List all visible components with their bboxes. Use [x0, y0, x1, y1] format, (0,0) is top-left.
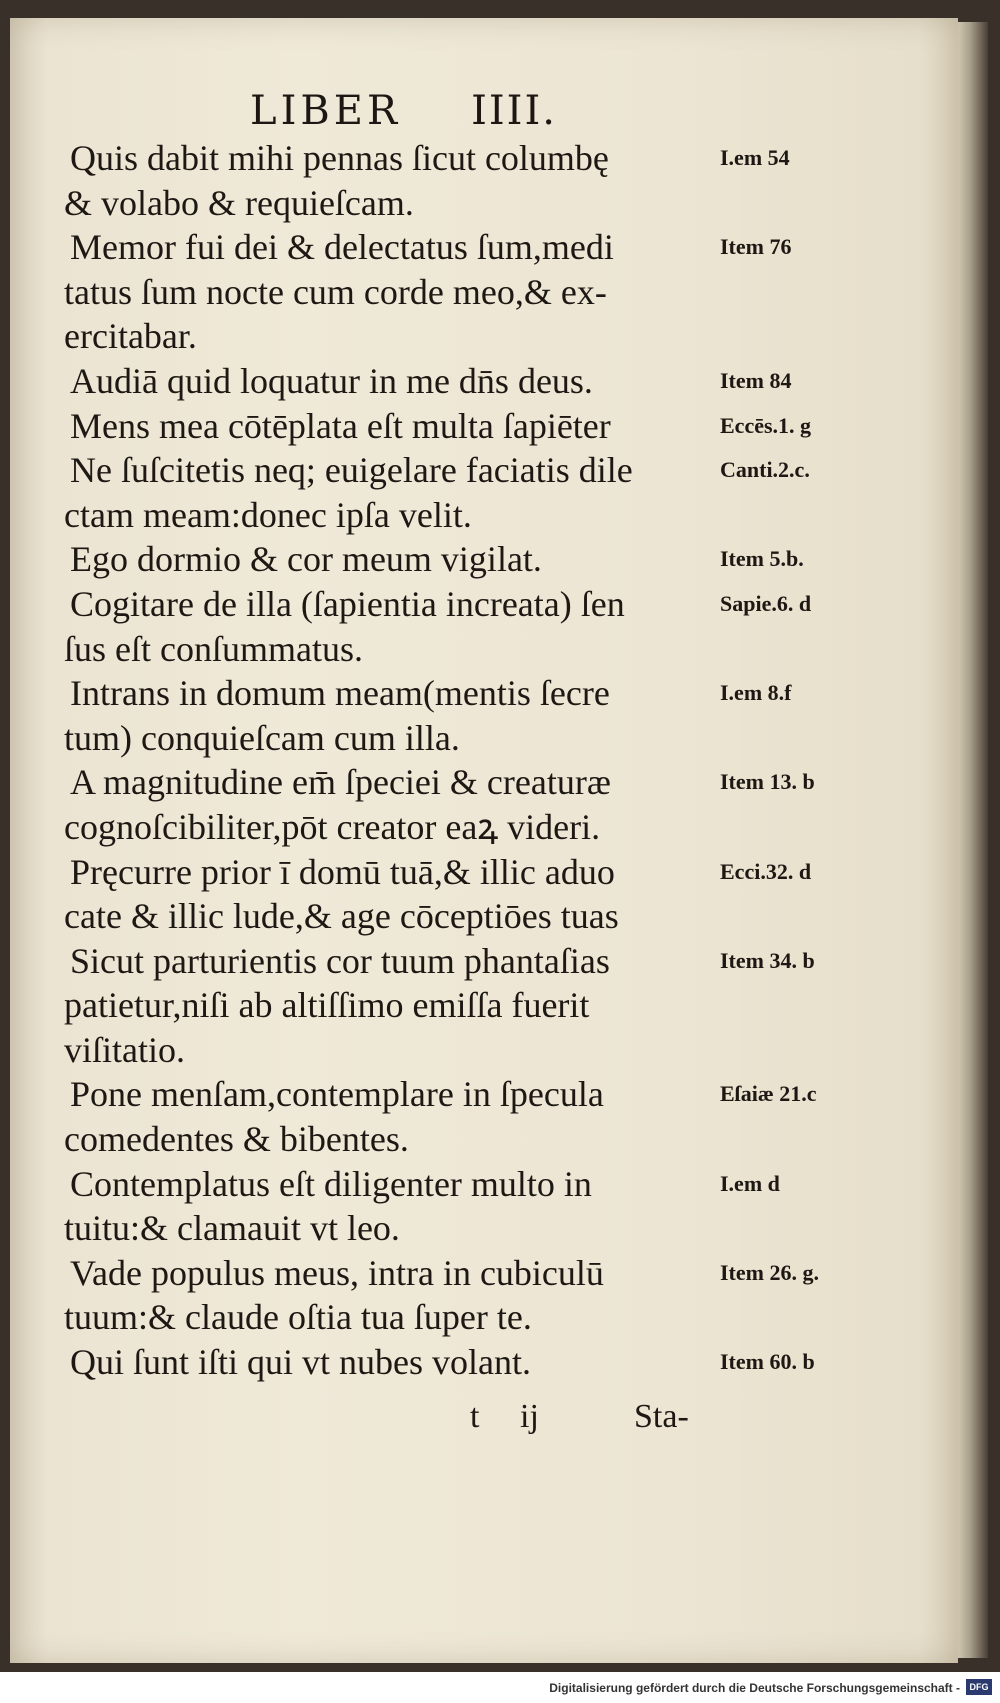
text-line: tatus ſum nocte cum corde meo,& ex- [64, 271, 607, 312]
text-line: A magnitudine em̄ ſpeciei & creaturæ Item 13. b [60, 760, 720, 805]
text-line: tuitu:& clamauit vt leo. [64, 1208, 400, 1249]
header-title: LIBER [250, 88, 402, 134]
text-line: & volabo & requieſcam. [64, 182, 414, 223]
dfg-logo-icon: DFG [966, 1679, 992, 1695]
text-line: Pręcurre prior ī domū tuā,& illic aduo Ecci.32. d [60, 850, 720, 895]
header-number: IIII. [471, 88, 557, 134]
marginal-reference: Item 26. g. [720, 1259, 819, 1285]
marginal-reference: Item 13. b [720, 769, 815, 795]
text-line: ercitabar. [64, 316, 197, 357]
text-line: cognoſcibiliter,pōt creator eaꝝ videri. [64, 806, 601, 847]
signature-letter: t [470, 1398, 480, 1435]
text-line: comedentes & bibentes. [64, 1119, 409, 1160]
text-line: viſitatio. [64, 1029, 185, 1070]
text-line: Vade populus meus, intra in cubiculū Item 26. g. [60, 1251, 720, 1296]
text-line: tuum:& claude oſtia tua ſuper te. [64, 1297, 532, 1338]
marginal-reference: Sapie.6. d [720, 590, 812, 616]
marginal-reference: I.em 8.f [720, 680, 792, 706]
text-line: ctam meam:donec ipſa velit. [64, 494, 472, 535]
text-line: Audiā quid loquatur in me dn̄s deus. Item 84 [60, 359, 720, 404]
body-text [60, 136, 819, 1385]
running-header [250, 88, 557, 134]
marginal-reference: I.em d [720, 1170, 780, 1196]
marginal-reference: Item 76 [720, 234, 792, 260]
text-line: ſus eſt conſummatus. [64, 628, 363, 669]
text-line: Qui ſunt iſti qui vt nubes volant. Item 60. b [60, 1340, 720, 1385]
marginal-reference: Item 84 [720, 367, 792, 393]
marginal-reference: I.em 54 [720, 145, 790, 170]
page-edge [958, 22, 988, 1658]
text-line: Quis dabit mihi pennas ſicut columbę I.em 54 [60, 136, 720, 181]
text-line: Sicut parturientis cor tuum phantaſias Item 34. b [60, 939, 720, 984]
text-line: Ego dormio & cor meum vigilat. Item 5.b. [60, 537, 720, 582]
signature-number: ij [520, 1398, 539, 1435]
text-line: Contemplatus eſt diligenter multo in I.em d [60, 1162, 720, 1207]
text-line: Cogitare de illa (ſapientia increata) ſen Sapie.6. d [60, 582, 720, 627]
text-line: cate & illic lude,& age cōceptiōes tuas [64, 896, 619, 937]
text-line: Memor fui dei & delectatus ſum,medi Item 76 [60, 225, 720, 270]
marginal-reference: Eſaiæ 21.c [720, 1081, 817, 1107]
marginal-reference: Item 34. b [720, 947, 815, 973]
text-line: Pone menſam,contemplare in ſpecula Eſaiæ 21.c [60, 1072, 720, 1117]
text-line: Mens mea cōtēplata eſt multa ſapiēter Eccēs.1. g [60, 404, 720, 449]
text-line: Ne ſuſcitetis neq; euigelare faciatis dile Canti.2.c. [60, 448, 720, 493]
marginal-reference: Canti.2.c. [720, 457, 810, 483]
catchword: Sta- [634, 1398, 689, 1435]
marginal-reference: Item 5.b. [720, 546, 804, 572]
marginal-reference: Ecci.32. d [720, 858, 812, 884]
marginal-reference: Item 60. b [720, 1349, 815, 1375]
funding-credit: Digitalisierung gefördert durch die Deutsche Forschungsgemeinschaft - [549, 1681, 960, 1695]
text-line: patietur,niſi ab altiſſimo emiſſa fuerit [64, 985, 590, 1026]
marginal-reference: Eccēs.1. g [720, 412, 812, 438]
text-line: Intrans in domum meam(mentis ſecre I.em 8.f [60, 671, 720, 716]
text-line: tum) conquieſcam cum illa. [64, 717, 460, 758]
